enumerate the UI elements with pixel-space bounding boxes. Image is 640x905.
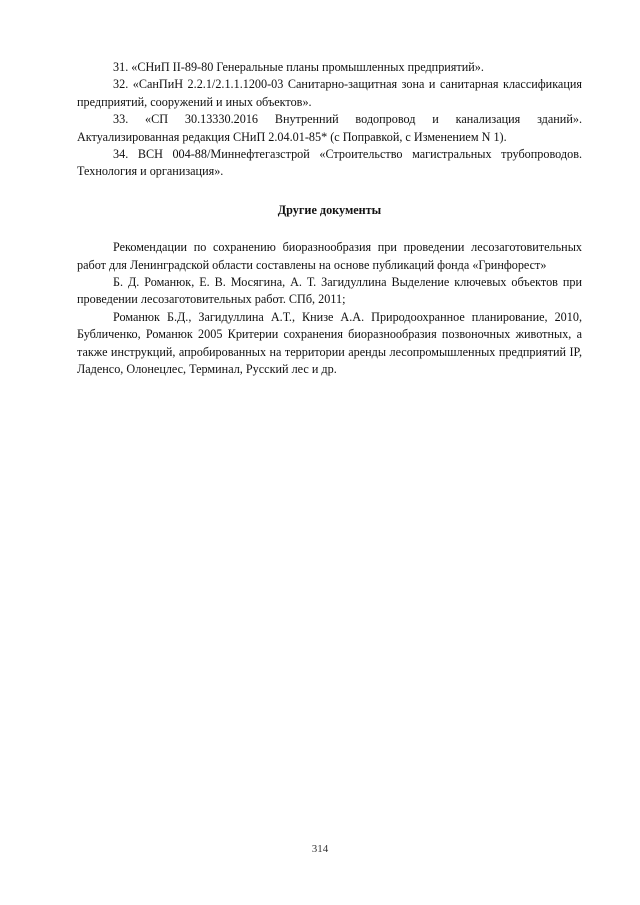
reference-item-32: 32. «СанПиН 2.2.1/2.1.1.1200-03 Санитарно-защитная зона и санитарная классификация предприятий, сооружений и иных объектов». xyxy=(77,77,582,109)
section-heading-other-documents: Другие документы xyxy=(277,202,382,217)
page-number: 314 xyxy=(311,843,329,855)
other-documents-section xyxy=(77,239,582,378)
reference-item-31: 31. «СНиП II-89-80 Генеральные планы промышленных предприятий». xyxy=(113,60,484,74)
reference-item-33: 33. «СП 30.13330.2016 Внутренний водопровод и канализация зданий». Актуализированная редакция СНиП 2.04.01-85* (с Поправкой, с Изменением N 1). xyxy=(77,112,582,144)
reference-item-34: 34. ВСН 004-88/Миннефтегазстрой «Строительство магистральных трубопроводов. Технология и организация». xyxy=(77,147,582,179)
paragraph-recommendations: Рекомендации по сохранению биоразнообразия при проведении лесозаготовительных работ для Ленинградской области составлены на основе публикаций фонда «Гринфорест» xyxy=(77,240,582,272)
paragraph-romanyuk-2010: Романюк Б.Д., Загидуллина А.Т., Книзе А.А. Природоохранное планирование, 2010, Бубличенко, Романюк 2005 Критерии сохранения биоразнообразия позвоночных животных, а также инструкций, апробированных на территории аренды лесопромышленных предприятий IP, Ладенсо, Олонецлес, Терминал, Русский лес и др. xyxy=(77,309,582,377)
page-content xyxy=(77,59,582,379)
reference-list xyxy=(77,59,582,181)
paragraph-romanyuk-2011: Б. Д. Романюк, Е. В. Мосягина, А. Т. Загидуллина Выделение ключевых объектов при проведении лесозаготовительных работ. СПб, 2011; xyxy=(77,275,582,307)
